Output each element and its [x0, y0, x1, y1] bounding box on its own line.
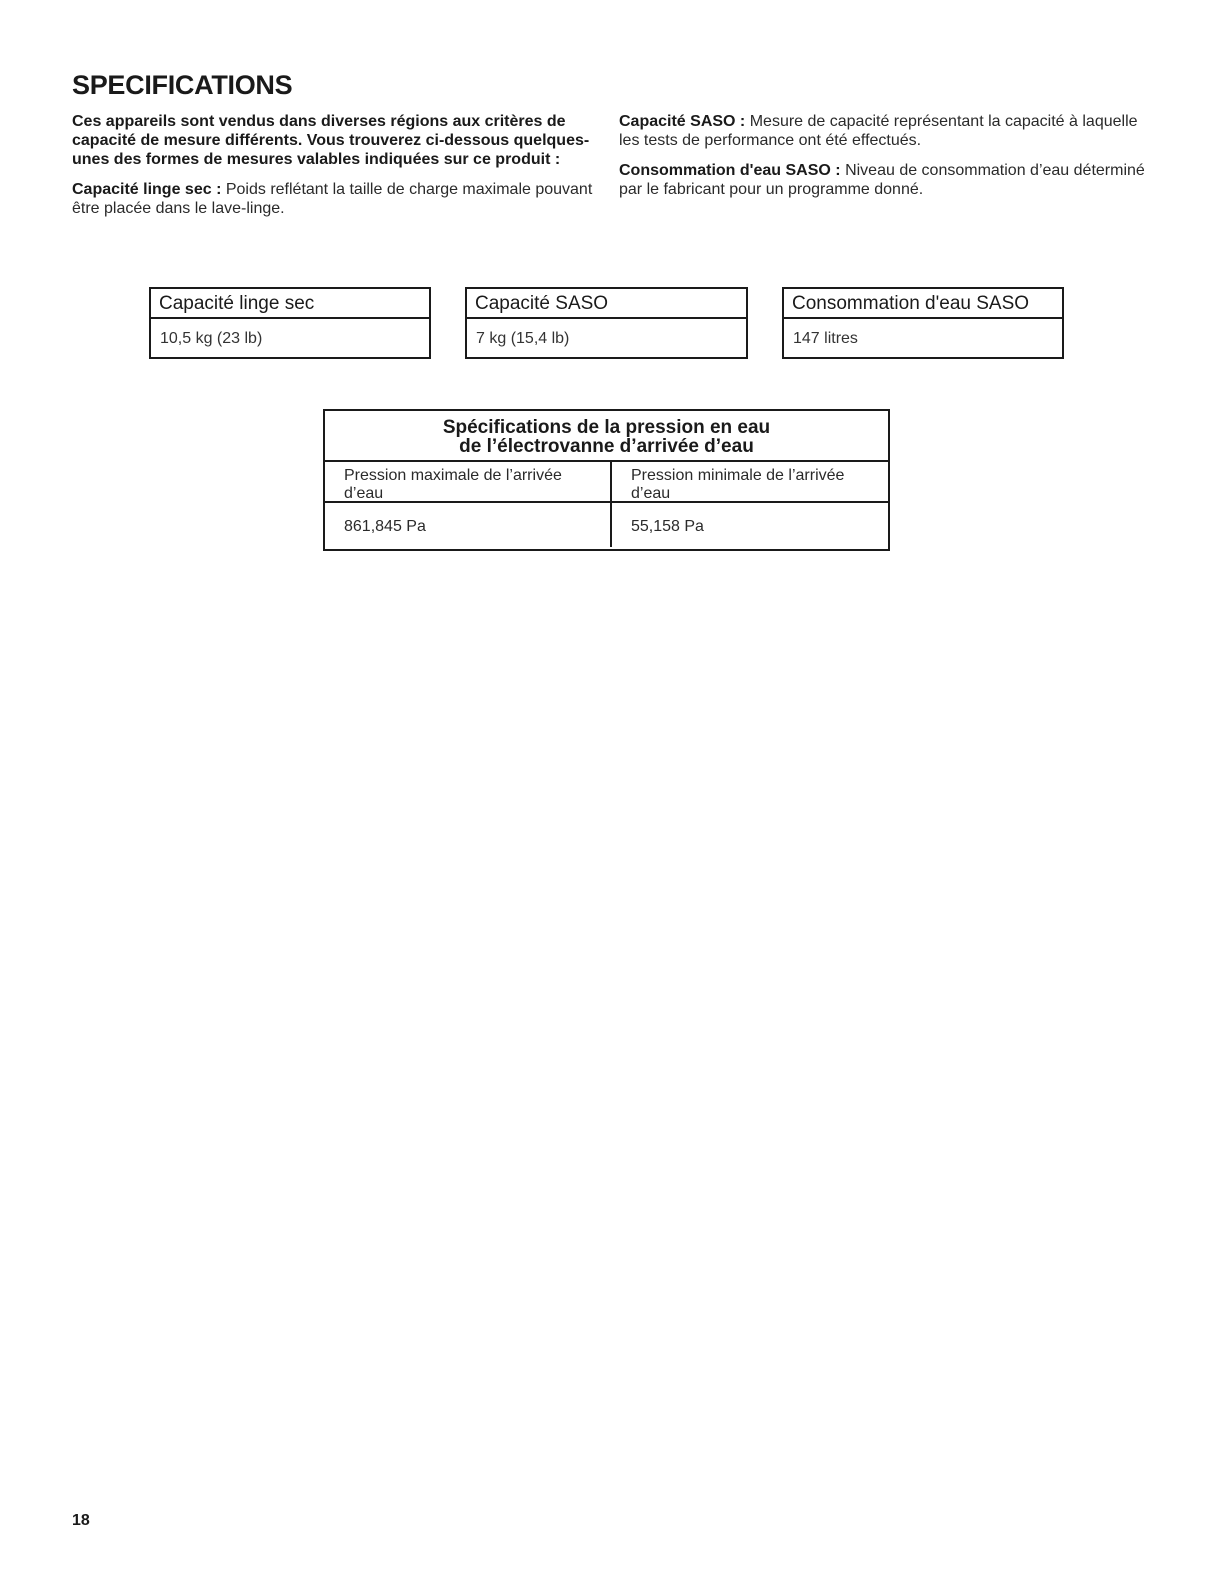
definition-text: Niveau de consommation d’eau déterminé par le fabricant pour un programme donné.	[619, 162, 1145, 198]
spec-box-dry-capacity	[149, 287, 431, 359]
definition-saso-water	[619, 161, 1154, 199]
min-pressure-value: 55,158 Pa	[631, 518, 704, 535]
page-title: SPECIFICATIONS	[72, 70, 293, 100]
definition-text: Mesure de capacité représentant la capacité à laquelle les tests de performance ont été effectués.	[619, 113, 1138, 149]
definition-text: Poids reflétant la taille de charge maximale pouvant être placée dans le lave-linge.	[72, 181, 593, 217]
pressure-table-title	[325, 411, 888, 462]
definition-term: Consommation d'eau SASO :	[619, 162, 841, 179]
spec-box-value: 147 litres	[793, 330, 858, 347]
intro-left-column	[72, 112, 602, 229]
spec-box-value: 10,5 kg (23 lb)	[160, 330, 263, 347]
intro-lead-paragraph: Ces appareils sont vendus dans diverses régions aux critères de capacité de mesure différents. Vous trouverez ci-dessous quelques-unes des formes de mesures valables indiquées sur ce produit :	[72, 113, 590, 168]
spec-box-label: Capacité SASO	[467, 289, 746, 319]
spec-box-label: Consommation d'eau SASO	[784, 289, 1062, 319]
pressure-header-row	[325, 462, 888, 503]
definition-term: Capacité linge sec :	[72, 181, 222, 198]
min-pressure-header: Pression minimale de l’arrivée d’eau	[631, 467, 845, 502]
pressure-title-line: Spécifications de la pression en eau	[442, 417, 771, 438]
spec-box-saso-capacity	[465, 287, 748, 359]
max-pressure-header: Pression maximale de l’arrivée d’eau	[325, 462, 612, 501]
pressure-title-line: de l’électrovanne d’arrivée d’eau	[459, 436, 754, 457]
pressure-spec-table	[323, 409, 890, 551]
definition-saso-capacity	[619, 112, 1154, 150]
pressure-value-row	[325, 503, 888, 547]
max-pressure-value: 861,845 Pa	[325, 503, 612, 547]
spec-box-label: Capacité linge sec	[151, 289, 429, 319]
page-number: 18	[72, 1512, 90, 1529]
definition-dry-capacity	[72, 180, 602, 218]
intro-right-column	[619, 112, 1154, 210]
spec-box-saso-water	[782, 287, 1064, 359]
definition-term: Capacité SASO :	[619, 113, 746, 130]
spec-box-value: 7 kg (15,4 lb)	[476, 330, 570, 347]
